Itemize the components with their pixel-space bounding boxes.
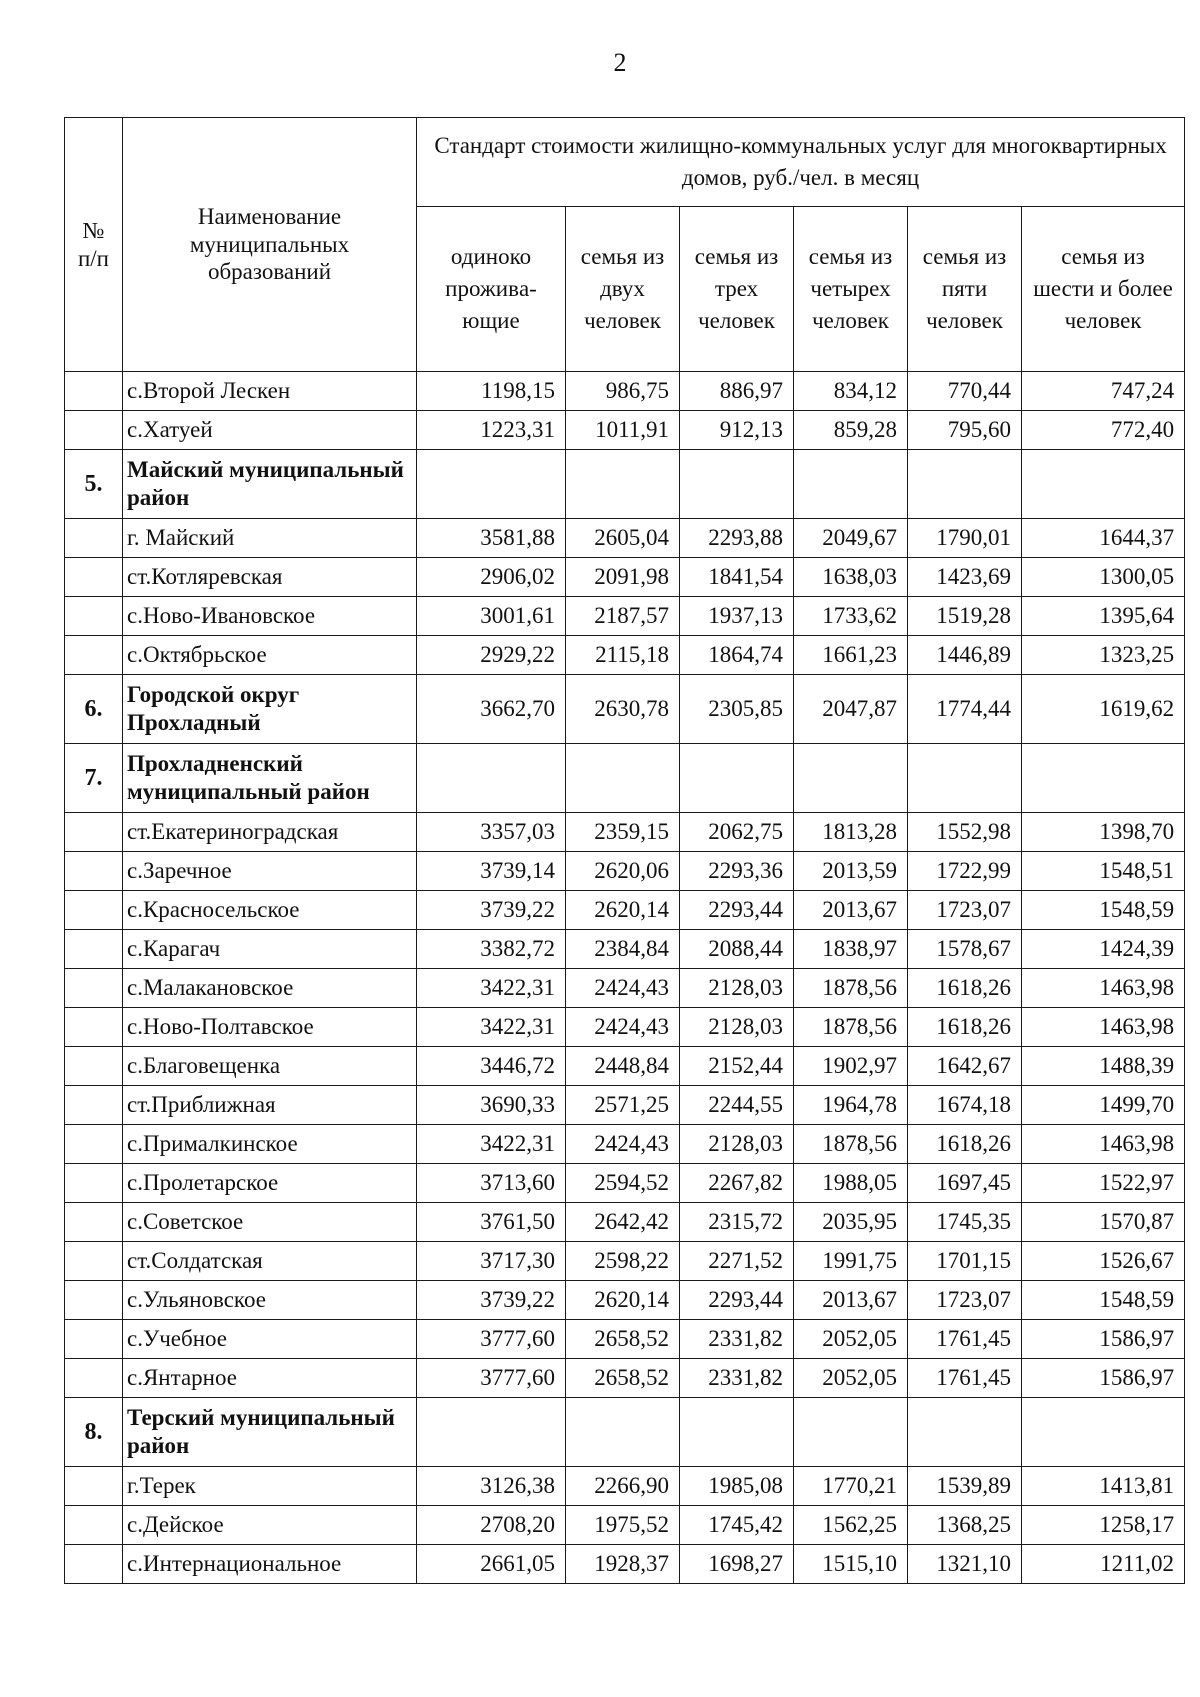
row-index: 6.	[65, 675, 123, 744]
table-row	[65, 1242, 1185, 1281]
row-value: 2305,85	[680, 675, 794, 744]
table-row	[65, 969, 1185, 1008]
table-row	[65, 519, 1185, 558]
row-value: 1258,17	[1022, 1506, 1185, 1545]
row-value: 3357,03	[417, 813, 566, 852]
row-value: 2049,67	[794, 519, 908, 558]
row-index	[65, 1467, 123, 1506]
row-value: 1975,52	[566, 1506, 680, 1545]
table-row	[65, 1467, 1185, 1506]
row-value: 1578,67	[908, 930, 1022, 969]
row-value: 2293,44	[680, 891, 794, 930]
row-name: с.Дейское	[123, 1506, 417, 1545]
row-index	[65, 1086, 123, 1125]
row-value: 986,75	[566, 372, 680, 411]
row-value	[417, 744, 566, 813]
row-value: 1519,28	[908, 597, 1022, 636]
row-value: 3777,60	[417, 1359, 566, 1398]
row-value: 2013,67	[794, 891, 908, 930]
header-col-two: семья из двух человек	[566, 207, 680, 372]
row-value: 1644,37	[1022, 519, 1185, 558]
row-value: 1395,64	[1022, 597, 1185, 636]
row-value: 3777,60	[417, 1320, 566, 1359]
row-value: 1661,23	[794, 636, 908, 675]
row-value: 1697,45	[908, 1164, 1022, 1203]
row-name: с.Учебное	[123, 1320, 417, 1359]
row-value: 2035,95	[794, 1203, 908, 1242]
row-value: 1619,62	[1022, 675, 1185, 744]
row-name: с.Ново-Ивановское	[123, 597, 417, 636]
row-value: 2658,52	[566, 1320, 680, 1359]
row-name: Прохладненский муниципальный район	[123, 744, 417, 813]
row-name: с.Красносельское	[123, 891, 417, 930]
row-value: 1761,45	[908, 1359, 1022, 1398]
row-value	[566, 1398, 680, 1467]
row-value: 1618,26	[908, 969, 1022, 1008]
row-name: с.Октябрьское	[123, 636, 417, 675]
row-value	[566, 744, 680, 813]
row-value: 1618,26	[908, 1008, 1022, 1047]
row-index	[65, 1125, 123, 1164]
row-value: 3739,14	[417, 852, 566, 891]
row-value: 1733,62	[794, 597, 908, 636]
row-value: 2906,02	[417, 558, 566, 597]
row-value: 1548,59	[1022, 1281, 1185, 1320]
row-value: 1928,37	[566, 1545, 680, 1584]
row-value	[908, 450, 1022, 519]
row-value: 1413,81	[1022, 1467, 1185, 1506]
row-value: 3382,72	[417, 930, 566, 969]
row-value: 1548,51	[1022, 852, 1185, 891]
table-row	[65, 852, 1185, 891]
row-value: 1698,27	[680, 1545, 794, 1584]
row-index: 8.	[65, 1398, 123, 1467]
header-col-six-plus: семья из шести и более человек	[1022, 207, 1185, 372]
row-value: 1463,98	[1022, 969, 1185, 1008]
row-value	[417, 1398, 566, 1467]
row-value: 2315,72	[680, 1203, 794, 1242]
row-value: 2128,03	[680, 1008, 794, 1047]
row-index	[65, 813, 123, 852]
row-value	[566, 450, 680, 519]
header-group: Стандарт стоимости жилищно-коммунальных услуг для многоквартирных домов, руб./чел. в месяц	[417, 118, 1185, 207]
row-value: 1552,98	[908, 813, 1022, 852]
row-value: 1463,98	[1022, 1008, 1185, 1047]
table-row	[65, 1125, 1185, 1164]
row-index	[65, 411, 123, 450]
row-value: 2266,90	[566, 1467, 680, 1506]
row-value	[794, 450, 908, 519]
row-value: 772,40	[1022, 411, 1185, 450]
table-row	[65, 636, 1185, 675]
row-value: 2293,44	[680, 1281, 794, 1320]
row-name: с.Благовещенка	[123, 1047, 417, 1086]
table-body	[65, 372, 1185, 1584]
row-value: 3126,38	[417, 1467, 566, 1506]
row-value: 886,97	[680, 372, 794, 411]
row-index	[65, 1545, 123, 1584]
row-index	[65, 930, 123, 969]
row-name: Городской округ Прохладный	[123, 675, 417, 744]
header-col-three: семья из трех человек	[680, 207, 794, 372]
row-value: 2605,04	[566, 519, 680, 558]
row-name: с.Советское	[123, 1203, 417, 1242]
row-index	[65, 519, 123, 558]
row-value: 795,60	[908, 411, 1022, 450]
row-value	[680, 744, 794, 813]
row-value: 3717,30	[417, 1242, 566, 1281]
row-value: 1423,69	[908, 558, 1022, 597]
header-row-group	[65, 118, 1185, 207]
row-value: 2658,52	[566, 1359, 680, 1398]
row-index	[65, 597, 123, 636]
row-value: 2424,43	[566, 1008, 680, 1047]
header-index: № п/п	[65, 118, 123, 372]
row-value: 3581,88	[417, 519, 566, 558]
row-value: 1991,75	[794, 1242, 908, 1281]
row-value: 770,44	[908, 372, 1022, 411]
row-value: 747,24	[1022, 372, 1185, 411]
row-value	[1022, 744, 1185, 813]
row-index	[65, 1203, 123, 1242]
row-value: 2708,20	[417, 1506, 566, 1545]
row-name: Майский муниципальный район	[123, 450, 417, 519]
row-value: 3446,72	[417, 1047, 566, 1086]
row-value: 1499,70	[1022, 1086, 1185, 1125]
row-value	[794, 744, 908, 813]
row-value: 2271,52	[680, 1242, 794, 1281]
table-row	[65, 1545, 1185, 1584]
row-value: 2620,14	[566, 891, 680, 930]
row-value: 2013,67	[794, 1281, 908, 1320]
row-value: 1522,97	[1022, 1164, 1185, 1203]
row-value	[680, 1398, 794, 1467]
row-value: 2091,98	[566, 558, 680, 597]
row-value: 1198,15	[417, 372, 566, 411]
row-value: 1586,97	[1022, 1359, 1185, 1398]
row-value: 1526,67	[1022, 1242, 1185, 1281]
row-value: 2424,43	[566, 1125, 680, 1164]
row-value: 1446,89	[908, 636, 1022, 675]
row-value: 1902,97	[794, 1047, 908, 1086]
row-value: 2244,55	[680, 1086, 794, 1125]
row-index	[65, 558, 123, 597]
row-name: с.Пpималкинское	[123, 1125, 417, 1164]
row-value: 3001,61	[417, 597, 566, 636]
row-value: 859,28	[794, 411, 908, 450]
row-name: с.Ново-Полтавское	[123, 1008, 417, 1047]
row-value	[794, 1398, 908, 1467]
table-row	[65, 813, 1185, 852]
row-name: с.Малакановское	[123, 969, 417, 1008]
header-col-single: одиноко проживa-ющие	[417, 207, 566, 372]
row-name: с.Хатуей	[123, 411, 417, 450]
table-row	[65, 558, 1185, 597]
row-value: 2620,14	[566, 1281, 680, 1320]
row-value	[1022, 1398, 1185, 1467]
row-value: 1770,21	[794, 1467, 908, 1506]
table-row	[65, 1047, 1185, 1086]
row-value: 1011,91	[566, 411, 680, 450]
row-value: 2052,05	[794, 1359, 908, 1398]
table-row	[65, 1086, 1185, 1125]
row-value: 1878,56	[794, 969, 908, 1008]
row-value: 2424,43	[566, 969, 680, 1008]
row-name: ст.Котляревская	[123, 558, 417, 597]
row-value: 3739,22	[417, 1281, 566, 1320]
row-value: 1323,25	[1022, 636, 1185, 675]
row-value: 1723,07	[908, 891, 1022, 930]
row-index	[65, 372, 123, 411]
row-value: 1223,31	[417, 411, 566, 450]
row-value: 2047,87	[794, 675, 908, 744]
row-name: г.Терек	[123, 1467, 417, 1506]
row-index	[65, 1242, 123, 1281]
row-value	[908, 744, 1022, 813]
table-row	[65, 891, 1185, 930]
row-value: 912,13	[680, 411, 794, 450]
row-value: 1723,07	[908, 1281, 1022, 1320]
row-value: 3713,60	[417, 1164, 566, 1203]
header-name: Наименование муниципальных образований	[123, 118, 417, 372]
row-value: 2594,52	[566, 1164, 680, 1203]
row-index	[65, 1359, 123, 1398]
row-value: 834,12	[794, 372, 908, 411]
header-col-five: семья из пяти человек	[908, 207, 1022, 372]
table-row	[65, 1281, 1185, 1320]
row-index	[65, 852, 123, 891]
row-value: 2128,03	[680, 1125, 794, 1164]
row-value	[680, 450, 794, 519]
row-value: 1424,39	[1022, 930, 1185, 969]
row-value: 1878,56	[794, 1008, 908, 1047]
row-index	[65, 1506, 123, 1545]
row-value: 1964,78	[794, 1086, 908, 1125]
header-col-four: семья из четырех человек	[794, 207, 908, 372]
row-value: 3422,31	[417, 1008, 566, 1047]
row-value: 1638,03	[794, 558, 908, 597]
row-value	[908, 1398, 1022, 1467]
row-name: с.Заречное	[123, 852, 417, 891]
table-section-row	[65, 1398, 1185, 1467]
table-row	[65, 372, 1185, 411]
row-value: 1321,10	[908, 1545, 1022, 1584]
row-index	[65, 969, 123, 1008]
row-value: 2331,82	[680, 1320, 794, 1359]
row-value: 1674,18	[908, 1086, 1022, 1125]
row-value: 1813,28	[794, 813, 908, 852]
row-value: 2642,42	[566, 1203, 680, 1242]
row-value: 1761,45	[908, 1320, 1022, 1359]
row-value: 3739,22	[417, 891, 566, 930]
row-value: 2331,82	[680, 1359, 794, 1398]
row-value: 1985,08	[680, 1467, 794, 1506]
row-name: ст.Приближная	[123, 1086, 417, 1125]
row-name: с.Карагач	[123, 930, 417, 969]
table-section-row	[65, 675, 1185, 744]
row-value: 1937,13	[680, 597, 794, 636]
row-value: 2384,84	[566, 930, 680, 969]
row-name: с.Интернациональное	[123, 1545, 417, 1584]
table-row	[65, 930, 1185, 969]
row-value: 1878,56	[794, 1125, 908, 1164]
row-value: 3422,31	[417, 969, 566, 1008]
row-value: 1300,05	[1022, 558, 1185, 597]
row-index	[65, 1164, 123, 1203]
housing-cost-table	[64, 117, 1185, 1584]
row-name: ст.Солдатская	[123, 1242, 417, 1281]
row-value: 2062,75	[680, 813, 794, 852]
row-value: 1790,01	[908, 519, 1022, 558]
row-value: 1539,89	[908, 1467, 1022, 1506]
row-index	[65, 891, 123, 930]
row-value: 1618,26	[908, 1125, 1022, 1164]
row-name: Терский муниципальный район	[123, 1398, 417, 1467]
row-value: 1722,99	[908, 852, 1022, 891]
row-value: 2115,18	[566, 636, 680, 675]
row-value: 1841,54	[680, 558, 794, 597]
row-index	[65, 1047, 123, 1086]
row-value: 2187,57	[566, 597, 680, 636]
row-value: 1463,98	[1022, 1125, 1185, 1164]
table-row	[65, 1164, 1185, 1203]
row-value: 3690,33	[417, 1086, 566, 1125]
row-value: 1368,25	[908, 1506, 1022, 1545]
row-value: 2448,84	[566, 1047, 680, 1086]
table-row	[65, 597, 1185, 636]
page-number: 2	[613, 48, 627, 77]
row-value: 2267,82	[680, 1164, 794, 1203]
row-value: 2661,05	[417, 1545, 566, 1584]
row-value: 1548,59	[1022, 891, 1185, 930]
row-value: 1211,02	[1022, 1545, 1185, 1584]
row-value: 1488,39	[1022, 1047, 1185, 1086]
row-name: с.Пролетарское	[123, 1164, 417, 1203]
row-value: 1586,97	[1022, 1320, 1185, 1359]
row-value: 2630,78	[566, 675, 680, 744]
row-index	[65, 1008, 123, 1047]
row-value: 1988,05	[794, 1164, 908, 1203]
table-section-row	[65, 744, 1185, 813]
row-value	[417, 450, 566, 519]
row-value: 1701,15	[908, 1242, 1022, 1281]
table-row	[65, 1506, 1185, 1545]
table-row	[65, 411, 1185, 450]
row-value: 3662,70	[417, 675, 566, 744]
row-index	[65, 1320, 123, 1359]
table-row	[65, 1203, 1185, 1242]
row-value: 2359,15	[566, 813, 680, 852]
row-name: с.Второй Лескен	[123, 372, 417, 411]
row-value: 1838,97	[794, 930, 908, 969]
row-value: 2088,44	[680, 930, 794, 969]
row-index	[65, 636, 123, 675]
row-value: 2128,03	[680, 969, 794, 1008]
row-value: 1864,74	[680, 636, 794, 675]
row-name: с.Ульяновское	[123, 1281, 417, 1320]
row-index	[65, 1281, 123, 1320]
row-value	[1022, 450, 1185, 519]
row-value: 3422,31	[417, 1125, 566, 1164]
row-value: 1774,44	[908, 675, 1022, 744]
table-row	[65, 1320, 1185, 1359]
row-value: 2620,06	[566, 852, 680, 891]
row-value: 1515,10	[794, 1545, 908, 1584]
row-value: 2571,25	[566, 1086, 680, 1125]
row-name: с.Янтарное	[123, 1359, 417, 1398]
row-index: 5.	[65, 450, 123, 519]
row-value: 1642,67	[908, 1047, 1022, 1086]
row-value: 1745,42	[680, 1506, 794, 1545]
row-value: 3761,50	[417, 1203, 566, 1242]
row-name: ст.Екатериноградская	[123, 813, 417, 852]
row-value: 2293,36	[680, 852, 794, 891]
row-index: 7.	[65, 744, 123, 813]
table-row	[65, 1359, 1185, 1398]
row-value: 1570,87	[1022, 1203, 1185, 1242]
row-value: 2052,05	[794, 1320, 908, 1359]
row-value: 2598,22	[566, 1242, 680, 1281]
row-name: г. Майский	[123, 519, 417, 558]
row-value: 2013,59	[794, 852, 908, 891]
row-value: 1562,25	[794, 1506, 908, 1545]
row-value: 1745,35	[908, 1203, 1022, 1242]
row-value: 2929,22	[417, 636, 566, 675]
row-value: 1398,70	[1022, 813, 1185, 852]
table-row	[65, 1008, 1185, 1047]
row-value: 2293,88	[680, 519, 794, 558]
row-value: 2152,44	[680, 1047, 794, 1086]
table-section-row	[65, 450, 1185, 519]
